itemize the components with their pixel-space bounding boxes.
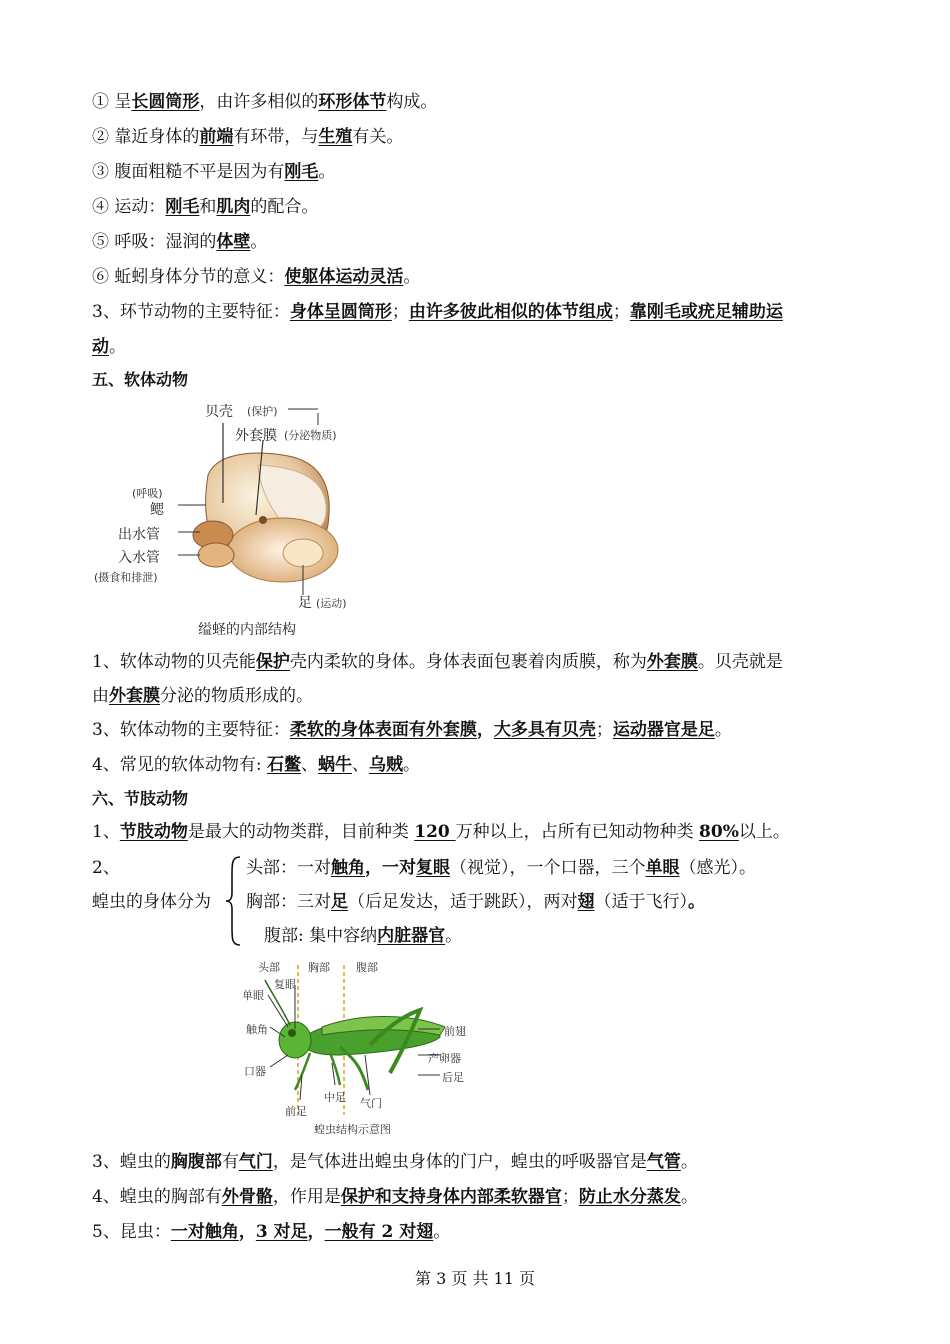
text: ，作用是	[272, 1187, 341, 1207]
fig-simple-eye-label: 单眼	[242, 989, 264, 1002]
key-term: 3 对足	[255, 1222, 308, 1242]
key-term: 保护	[255, 652, 290, 672]
key-term: 运动器官是足	[612, 720, 715, 740]
key-term: 80%	[699, 822, 739, 842]
arthropod-p5	[92, 1220, 870, 1244]
text: ；	[561, 1187, 579, 1207]
locust-head	[246, 856, 870, 880]
list-number-2: 2、	[92, 858, 120, 878]
key-term: 单眼	[645, 858, 680, 878]
section-heading-arthropod: 六、节肢动物	[92, 789, 189, 808]
key-term: 防止水分蒸发	[578, 1187, 681, 1207]
figure-caption: 缢蛏的内部结构	[198, 622, 296, 638]
key-term: 刚毛	[165, 197, 200, 217]
fig-ovipositor-label: 产卵器	[428, 1052, 461, 1065]
key-term: 环形体节	[318, 92, 387, 112]
text: 。	[714, 720, 732, 740]
text: 是最大的动物类群，目前种类	[187, 822, 415, 842]
earthworm-line-6	[92, 265, 870, 289]
key-term: 外套膜	[646, 652, 698, 672]
key-term: 柔软的身体表面有外套膜	[289, 720, 477, 740]
text: 胸部：三对	[246, 892, 331, 912]
text: ⑤ 呼吸：湿润的	[92, 232, 217, 252]
razor-clam-figure	[88, 395, 378, 645]
key-term: 由许多彼此相似的体节组成	[408, 302, 613, 322]
text: 1、软体动物的贝壳能	[92, 652, 256, 672]
mollusk-examples	[92, 753, 870, 777]
text: 。	[680, 1152, 698, 1172]
arthropod-p3	[92, 1150, 870, 1174]
text: （后足发达，适于跳跃），两对	[348, 892, 578, 912]
text: 分泌的物质形成的。	[160, 686, 313, 706]
text: ；	[595, 720, 613, 740]
text: 。	[445, 926, 463, 946]
text: 。	[433, 1222, 451, 1242]
key-term: 身体呈圆筒形	[289, 302, 392, 322]
text: 、	[351, 755, 369, 775]
shell-label: 贝壳	[205, 404, 233, 420]
fig-caption: 蝗虫结构示意图	[314, 1123, 391, 1136]
earthworm-line-5	[92, 230, 870, 254]
text: ④ 运动：	[92, 197, 166, 217]
text: 、	[300, 755, 318, 775]
text: 头部：一对	[246, 858, 331, 878]
text: ，由许多相似的	[199, 92, 319, 112]
key-term: 胸腹部	[170, 1152, 222, 1172]
key-term: 体壁	[216, 232, 251, 252]
mollusk-p1-cont	[92, 684, 870, 708]
text: 。	[250, 232, 268, 252]
key-term: 触角	[331, 858, 365, 878]
earthworm-line-2	[92, 125, 870, 149]
locust-body-label: 蝗虫的身体分为	[92, 892, 211, 912]
annelid-features-cont	[92, 335, 870, 359]
text: 。	[318, 162, 336, 182]
mantle-label: 外套膜	[235, 428, 277, 444]
earthworm-line-4	[92, 195, 870, 219]
key-term: 足	[331, 892, 348, 912]
key-term: 蜗牛	[317, 755, 352, 775]
text: （视觉），一个口器，三个	[450, 858, 646, 878]
key-term: 乌贼	[368, 755, 403, 775]
mantle-note: (分泌物质)	[284, 429, 337, 442]
text: 有关。	[352, 127, 404, 147]
arthropod-p1	[92, 820, 870, 844]
text: ；	[612, 302, 630, 322]
text: 3、软体动物的主要特征：	[92, 720, 290, 740]
text: 3、环节动物的主要特征：	[92, 302, 290, 322]
locust-figure	[240, 955, 480, 1140]
key-term: 外套膜	[109, 686, 160, 706]
outflow-tube-label: 出水管	[118, 527, 160, 543]
key-term: 动	[92, 337, 109, 357]
text: 。	[688, 892, 705, 912]
key-term: 120	[414, 822, 456, 842]
fig-abdomen-label: 腹部	[356, 961, 378, 974]
key-term: 一般有 2 对翅	[324, 1222, 434, 1242]
fig-front-leg-label: 前足	[285, 1105, 307, 1118]
shell-note: (保护)	[247, 405, 278, 418]
text: 和	[199, 197, 217, 217]
text: 5、昆虫：	[92, 1222, 171, 1242]
text: ，	[307, 1222, 325, 1242]
key-term: 长圆筒形	[131, 92, 200, 112]
mollusk-features	[92, 718, 870, 742]
key-term: 大多具有贝壳	[493, 720, 596, 740]
fig-spiracle-label: 气门	[360, 1097, 382, 1110]
text: （适于飞行）	[594, 892, 688, 912]
text: ⑥ 蚯蚓身体分节的意义：	[92, 267, 285, 287]
text: 3、蝗虫的	[92, 1152, 171, 1172]
fig-forewing-label: 前翅	[444, 1025, 466, 1038]
text: 4、常见的软体动物有:	[92, 755, 267, 775]
text: 以上。	[738, 822, 790, 842]
text: 4、蝗虫的胸部有	[92, 1187, 222, 1207]
key-term: 节肢动物	[119, 822, 188, 842]
key-term: 内脏器官	[377, 926, 446, 946]
text: 。	[402, 755, 420, 775]
text: 构成。	[386, 92, 438, 112]
locust-abdomen	[264, 924, 870, 948]
foot-note: (运动)	[316, 597, 347, 610]
arthropod-p4	[92, 1185, 870, 1209]
text: 1、	[92, 822, 120, 842]
text: 万种以上，占所有已知动物种类	[455, 822, 700, 842]
text: 的配合。	[250, 197, 319, 217]
text: 。	[403, 267, 421, 287]
fig-compound-eye-label: 复眼	[274, 978, 296, 991]
fig-hind-leg-label: 后足	[442, 1071, 464, 1084]
fig-mid-leg-label: 中足	[324, 1091, 346, 1104]
brace-icon	[224, 855, 244, 947]
key-term: 翅	[577, 892, 595, 912]
text: ② 靠近身体的	[92, 127, 200, 147]
key-term: 一对触角	[170, 1222, 239, 1242]
key-term: 刚毛	[284, 162, 319, 182]
section-heading-mollusk: 五、软体动物	[92, 370, 189, 389]
key-term: 气门	[238, 1152, 273, 1172]
text: 。贝壳就是	[697, 652, 783, 672]
text: ；	[391, 302, 409, 322]
text: 。	[109, 337, 126, 357]
fig-mouth-label: 口器	[244, 1065, 266, 1078]
text: ，一对	[365, 858, 416, 878]
foot-label: 足	[298, 595, 312, 611]
earthworm-line-1	[92, 90, 870, 114]
page-footer: 第 3 页 共 11 页	[415, 1269, 535, 1288]
key-term: 复眼	[416, 858, 450, 878]
annelid-features	[92, 300, 870, 324]
key-term: 气管	[646, 1152, 681, 1172]
inflow-tube-label: 入水管	[118, 550, 160, 566]
earthworm-line-3	[92, 160, 870, 184]
text: ，	[476, 720, 494, 740]
text: （感光）。	[679, 858, 756, 878]
fig-antenna-label: 触角	[246, 1023, 268, 1036]
gill-label: 鳃	[150, 502, 164, 518]
key-term: 生殖	[318, 127, 353, 147]
tube-note: (摄食和排泄)	[94, 571, 158, 584]
key-term: 前端	[199, 127, 234, 147]
breath-note: (呼吸)	[132, 487, 163, 500]
key-term: 肌肉	[216, 197, 251, 217]
text: ，	[238, 1222, 256, 1242]
text: 有环带，与	[233, 127, 319, 147]
text: ① 呈	[92, 92, 132, 112]
text: 由	[92, 686, 109, 706]
text: 有	[221, 1152, 239, 1172]
fig-chest-label: 胸部	[308, 961, 330, 974]
key-term: 外骨骼	[221, 1187, 273, 1207]
text: ③ 腹面粗糙不平是因为有	[92, 162, 285, 182]
mollusk-p1	[92, 650, 870, 674]
key-term: 石鳖	[266, 755, 301, 775]
text: ，是气体进出蝗虫身体的门户，蝗虫的呼吸器官是	[272, 1152, 647, 1172]
text: 腹部: 集中容纳	[264, 926, 378, 946]
key-term: 使躯体运动灵活	[284, 267, 404, 287]
text: 。	[680, 1187, 698, 1207]
key-term: 保护和支持身体内部柔软器官	[340, 1187, 562, 1207]
key-term: 靠刚毛或疣足辅助运	[629, 302, 783, 322]
fig-head-label: 头部	[258, 961, 280, 974]
text: 壳内柔软的身体。身体表面包裹着肉质膜，称为	[289, 652, 647, 672]
locust-chest	[246, 890, 870, 914]
